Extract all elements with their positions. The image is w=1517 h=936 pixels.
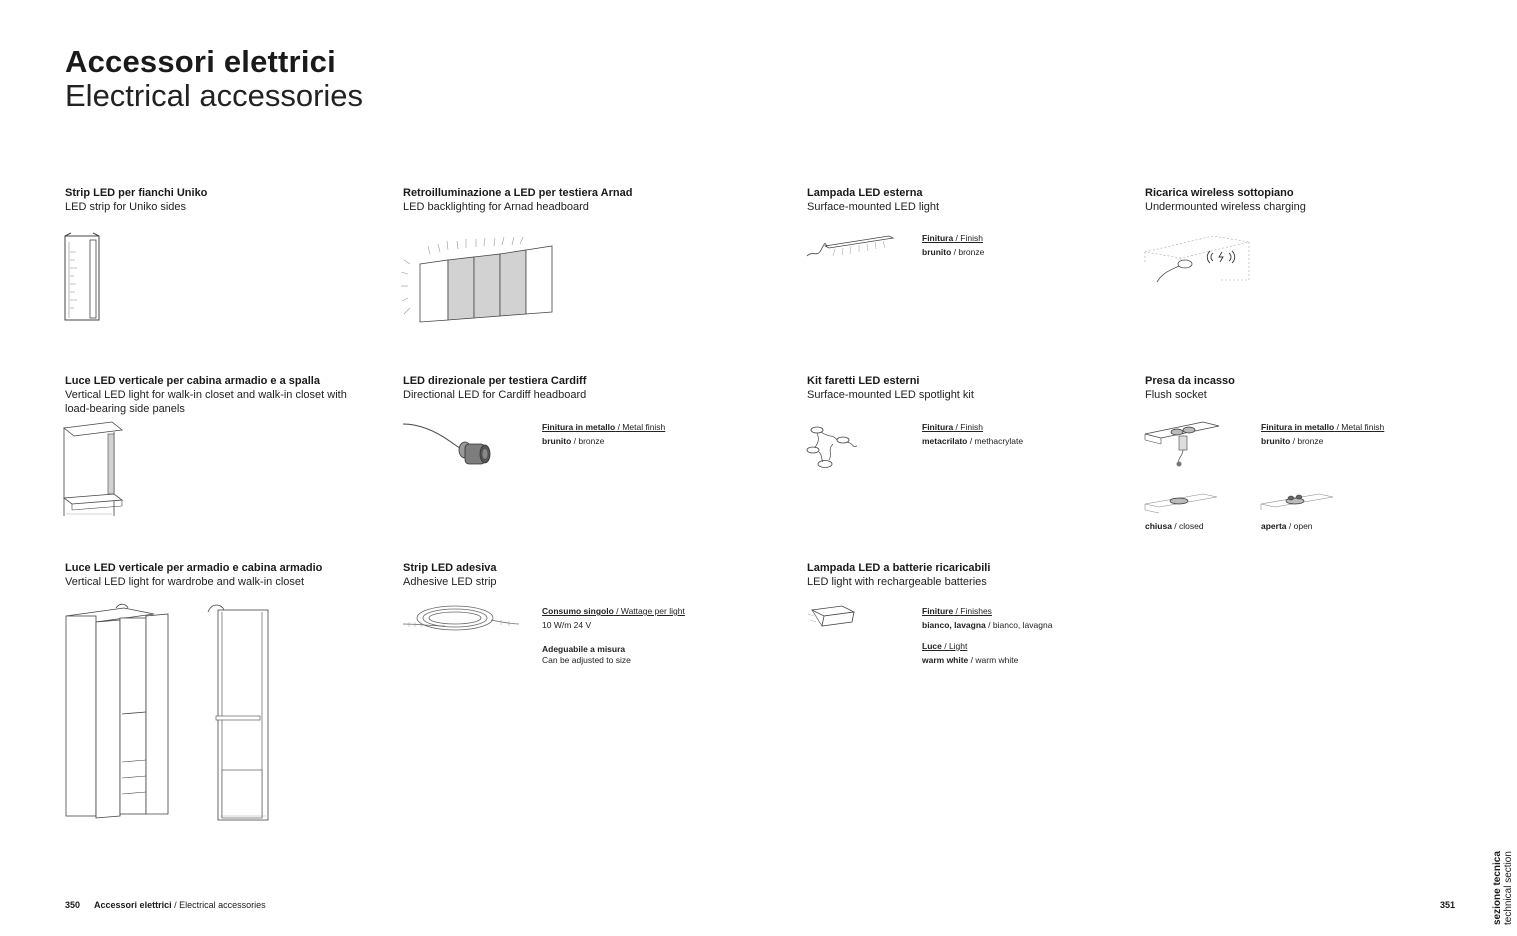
item-spotlight-kit xyxy=(807,374,974,402)
wardrobe-led-drawing-icon xyxy=(62,602,274,824)
spec-surface-led-light: Finitura / Finish brunito / bronze xyxy=(922,233,985,257)
page-title: Accessori elettrici xyxy=(65,44,336,79)
socket-closed-caption: chiusa / closed xyxy=(1145,521,1204,531)
footer-section-it: Accessori elettrici xyxy=(94,900,172,910)
flush-socket-drawing-icon xyxy=(1143,418,1223,470)
item-subtitle: LED light with rechargeable batteries xyxy=(807,576,987,588)
spotlight-kit-drawing-icon xyxy=(803,420,863,472)
item-subtitle: Directional LED for Cardiff headboard xyxy=(403,389,587,401)
adhesive-led-strip-drawing-icon xyxy=(401,600,521,636)
wireless-charger-drawing-icon xyxy=(1143,230,1253,290)
item-subtitle: Flush socket xyxy=(1145,389,1207,401)
item-title: Luce LED verticale per armadio e cabina armadio xyxy=(65,562,323,574)
spec-spotlight-kit: Finitura / Finish metacrilato / methacrylate xyxy=(922,422,1024,446)
item-title: Kit faretti LED esterni xyxy=(807,375,920,387)
spec-flush-socket: Finitura in metallo / Metal finish brunito / bronze xyxy=(1261,422,1385,446)
item-surface-led-light xyxy=(807,186,939,214)
item-subtitle: Surface-mounted LED spotlight kit xyxy=(807,389,974,401)
item-subtitle: Vertical LED light for wardrobe and walk-in closet xyxy=(65,576,305,588)
item-walkin-vertical-led xyxy=(65,374,365,416)
side-label-en: technical section xyxy=(1503,851,1514,925)
page-subtitle: Electrical accessories xyxy=(65,78,364,113)
item-title: Luce LED verticale per cabina armadio e a spalla xyxy=(65,375,320,387)
spec-adhesive-led-strip: Consumo singolo / Wattage per light 10 W/m 24 V Adeguabile a misura Can be adjusted to size xyxy=(542,606,685,665)
item-title: LED direzionale per testiera Cardiff xyxy=(403,375,587,387)
item-title: Presa da incasso xyxy=(1145,375,1235,387)
item-title: Retroilluminazione a LED per testiera Arnad xyxy=(403,187,633,199)
led-strip-side-drawing-icon xyxy=(62,232,102,322)
footer-left: 350 Accessori elettrici / Electrical accessories xyxy=(65,900,266,910)
item-subtitle: Surface-mounted LED light xyxy=(807,201,940,213)
item-flush-socket xyxy=(1145,374,1235,402)
socket-open-drawing-icon xyxy=(1259,490,1335,516)
side-label-it: sezione tecnica xyxy=(1492,851,1503,925)
item-cardiff-directional-led xyxy=(403,374,586,402)
item-wireless-charging xyxy=(1145,186,1306,214)
rechargeable-led-lamp-drawing-icon xyxy=(806,604,858,628)
footer-section-en: Electrical accessories xyxy=(179,900,266,910)
item-title: Lampada LED esterna xyxy=(807,187,923,199)
item-subtitle: Undermounted wireless charging xyxy=(1145,201,1306,213)
walk-in-closet-led-drawing-icon xyxy=(62,420,124,518)
spec-rechargeable-led-lamp: Finiture / Finishes bianco, lavagna / bianco, lavagna Luce / Light warm white / warm white xyxy=(922,606,1053,665)
item-wardrobe-vertical-led xyxy=(65,561,322,589)
item-rechargeable-led-lamp xyxy=(807,561,990,589)
socket-closed-drawing-icon xyxy=(1143,490,1219,516)
item-subtitle: LED strip for Uniko sides xyxy=(65,201,187,213)
headboard-backlight-drawing-icon xyxy=(400,236,560,328)
item-subtitle: Adhesive LED strip xyxy=(403,576,497,588)
item-adhesive-led-strip xyxy=(403,561,497,589)
item-title: Ricarica wireless sottopiano xyxy=(1145,187,1294,199)
item-arnad-backlight xyxy=(403,186,632,214)
item-subtitle: LED backlighting for Arnad headboard xyxy=(403,201,589,213)
item-title: Strip LED per fianchi Uniko xyxy=(65,187,208,199)
item-subtitle: Vertical LED light for walk-in closet and walk-in closet with load-bearing side panels xyxy=(65,389,347,415)
item-strip-led-uniko xyxy=(65,186,207,214)
directional-led-drawing-icon xyxy=(401,420,501,470)
page-number-right: 351 xyxy=(1440,900,1456,910)
spec-cardiff-directional-led: Finitura in metallo / Metal finish brunito / bronze xyxy=(542,422,666,446)
socket-open-caption: aperta / open xyxy=(1261,521,1313,531)
page-number-left: 350 xyxy=(65,900,81,910)
item-title: Lampada LED a batterie ricaricabili xyxy=(807,562,991,574)
side-section-label xyxy=(1492,851,1514,925)
item-title: Strip LED adesiva xyxy=(403,562,497,574)
surface-led-light-drawing-icon xyxy=(805,230,897,262)
